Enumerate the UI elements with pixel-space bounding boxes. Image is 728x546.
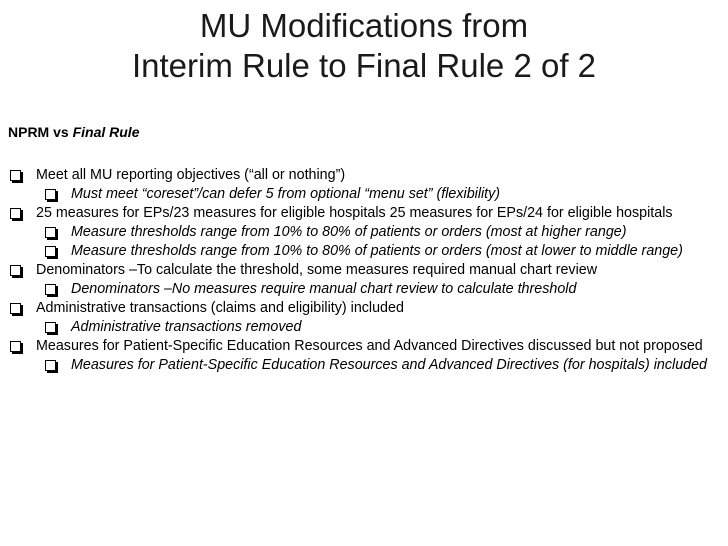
subheading-final-rule-label: Final Rule — [72, 124, 140, 140]
checkbox-bullet-icon — [10, 170, 21, 181]
checkbox-bullet-icon — [10, 208, 21, 219]
checkbox-bullet-icon — [45, 246, 56, 257]
bullet-text: Administrative transactions removed — [71, 319, 302, 335]
subheading-nprm-label: NPRM vs — [8, 124, 73, 140]
bullet-text: 25 measures for EPs/23 measures for eligible hospitals 25 measures for EPs/24 for eligible hospitals — [36, 205, 673, 221]
slide-title — [0, 6, 728, 86]
bullet-text: Denominators –To calculate the threshold, some measures required manual chart review — [36, 262, 598, 278]
sub-bullet-item — [8, 223, 724, 242]
slide-title-line-1: MU Modifications from — [199, 7, 529, 44]
bullet-item — [8, 337, 724, 356]
checkbox-bullet-icon — [10, 265, 21, 276]
bullet-text: Administrative transactions (claims and eligibility) included — [36, 300, 404, 316]
checkbox-bullet-icon — [45, 284, 56, 295]
checkbox-bullet-icon — [45, 360, 56, 371]
checkbox-bullet-icon — [45, 189, 56, 200]
bullet-text: Denominators –No measures require manual chart review to calculate threshold — [71, 281, 577, 297]
bullet-text: Measures for Patient-Specific Education Resources and Advanced Directives discussed but not proposed — [36, 338, 703, 354]
bullet-text: Meet all MU reporting objectives (“all or nothing”) — [36, 167, 346, 183]
bullet-item — [8, 261, 724, 280]
sub-bullet-item — [8, 185, 724, 204]
comparison-subheading — [8, 124, 139, 140]
sub-bullet-item — [8, 318, 724, 337]
bullet-text: Measures for Patient-Specific Education Resources and Advanced Directives (for hospitals) included — [71, 357, 707, 373]
slide-title-line-2: Interim Rule to Final Rule 2 of 2 — [131, 47, 597, 84]
checkbox-bullet-icon — [10, 341, 21, 352]
bullet-item — [8, 166, 724, 185]
checkbox-bullet-icon — [45, 227, 56, 238]
checkbox-bullet-icon — [10, 303, 21, 314]
bullet-item — [8, 204, 724, 223]
checkbox-bullet-icon — [45, 322, 56, 333]
sub-bullet-item — [8, 242, 724, 261]
bullet-text: Must meet “coreset”/can defer 5 from optional “menu set” (flexibility) — [71, 186, 501, 202]
sub-bullet-item — [8, 356, 724, 375]
sub-bullet-item — [8, 280, 724, 299]
bullet-text: Measure thresholds range from 10% to 80% of patients or orders (most at higher range) — [71, 224, 627, 240]
bullet-item — [8, 299, 724, 318]
bullet-list — [8, 166, 724, 375]
bullet-text: Measure thresholds range from 10% to 80% of patients or orders (most at lower to middle range) — [71, 243, 683, 259]
